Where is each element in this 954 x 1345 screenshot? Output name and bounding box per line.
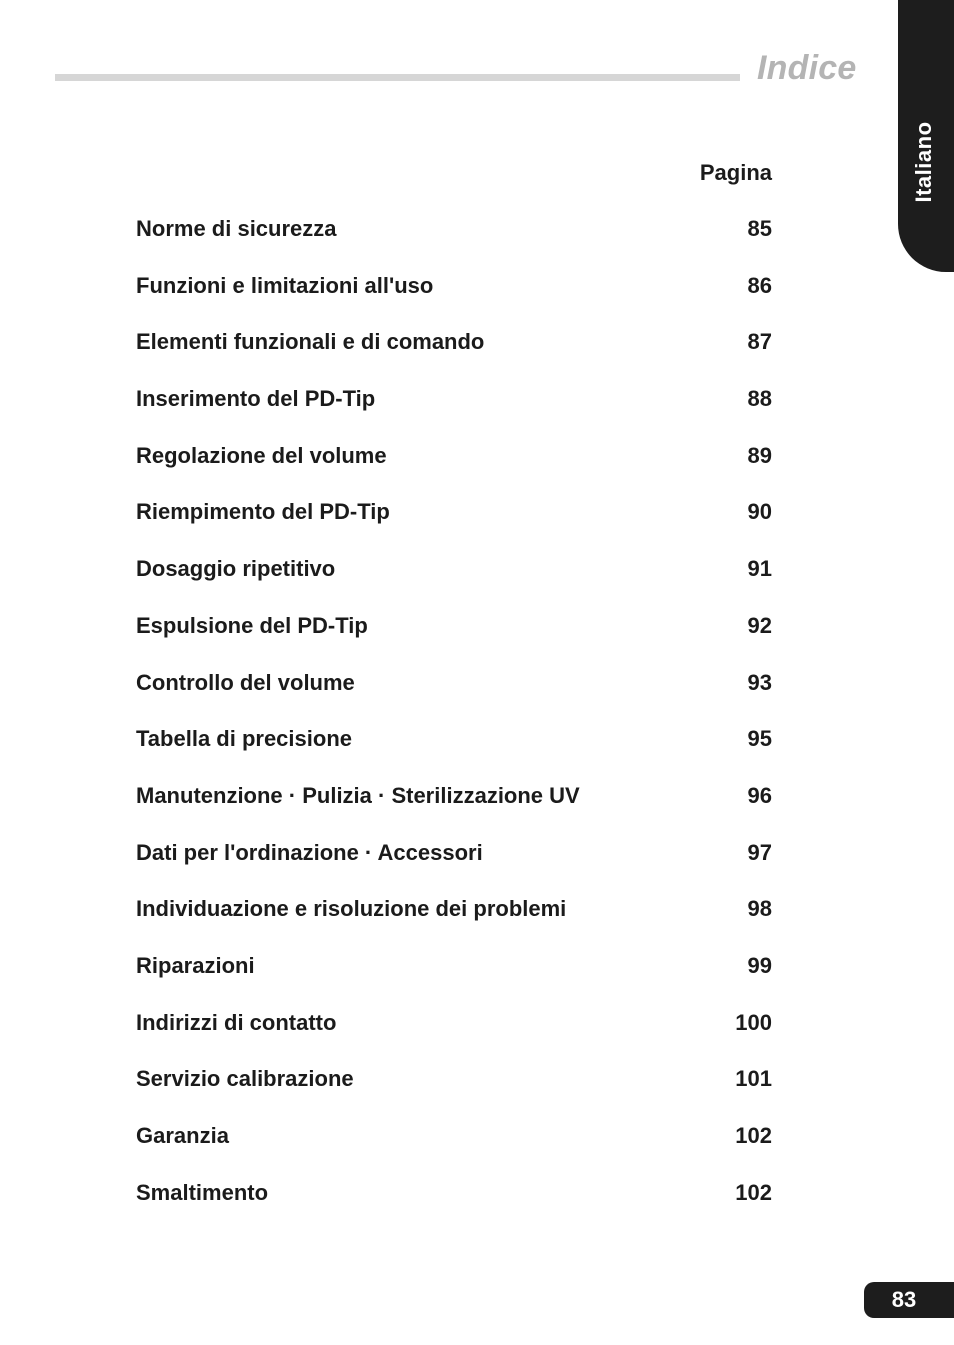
toc-entry-page: 87 <box>747 329 772 355</box>
toc-entry-label: Smaltimento <box>136 1179 269 1205</box>
toc-entry-page: 88 <box>747 386 772 412</box>
toc-entry[interactable] <box>136 724 772 781</box>
toc-entry-label: Indirizzi di contatto <box>136 1009 337 1035</box>
toc-entry-page: 99 <box>747 952 772 978</box>
toc-entry-label: Norme di sicurezza <box>136 216 337 241</box>
page-number: 83 <box>891 1287 917 1312</box>
page-title: Indice <box>757 49 857 87</box>
toc-entry-page: 96 <box>747 782 772 808</box>
toc-entry-label: Manutenzione · Pulizia · Sterilizzazione UV <box>136 782 580 808</box>
toc-entry-label: Riparazioni <box>136 952 255 978</box>
page-column-header: Pagina <box>699 160 772 185</box>
toc-entry[interactable] <box>136 441 772 498</box>
toc-entry[interactable] <box>136 951 772 1008</box>
toc-entry[interactable] <box>136 271 772 328</box>
toc-entry-page: 97 <box>747 839 772 865</box>
toc-entry[interactable] <box>136 214 772 271</box>
toc-entry-label: Individuazione e risoluzione dei problemi <box>136 896 567 922</box>
toc-entry-page: 102 <box>735 1123 772 1148</box>
toc-entry-page: 101 <box>735 1066 772 1092</box>
toc-entry-label: Garanzia <box>136 1123 229 1148</box>
toc-entry-page: 98 <box>747 896 772 922</box>
toc-entry-page: 85 <box>747 216 772 241</box>
table-of-contents <box>136 214 772 1234</box>
toc-entry[interactable] <box>136 1178 772 1235</box>
toc-entry[interactable] <box>136 894 772 951</box>
toc-entry-label: Inserimento del PD-Tip <box>136 386 376 412</box>
toc-entry-page: 92 <box>747 612 772 638</box>
language-tab-label: Italiano <box>911 121 936 203</box>
header-rule <box>55 74 740 81</box>
toc-entry-label: Tabella di precisione <box>136 726 352 752</box>
toc-entry-label: Controllo del volume <box>136 669 355 695</box>
toc-entry-label: Elementi funzionali e di comando <box>136 329 485 355</box>
toc-entry-page: 102 <box>735 1179 772 1205</box>
toc-entry[interactable] <box>136 611 772 668</box>
toc-entry-page: 100 <box>735 1009 772 1035</box>
toc-entry[interactable] <box>136 781 772 838</box>
toc-entry-label: Espulsione del PD-Tip <box>136 612 368 638</box>
toc-entry-label: Dati per l'ordinazione · Accessori <box>136 839 483 865</box>
toc-entry[interactable] <box>136 384 772 441</box>
toc-entry-page: 86 <box>747 272 772 298</box>
toc-entry[interactable] <box>136 1121 772 1178</box>
toc-entry-label: Servizio calibrazione <box>136 1066 354 1092</box>
toc-entry-page: 95 <box>747 726 772 752</box>
toc-entry[interactable] <box>136 554 772 611</box>
toc-entry-label: Funzioni e limitazioni all'uso <box>136 272 434 298</box>
toc-entry-page: 93 <box>747 669 772 695</box>
toc-entry[interactable] <box>136 838 772 895</box>
toc-entry-page: 91 <box>747 556 772 582</box>
toc-entry[interactable] <box>136 1064 772 1121</box>
toc-entry-label: Riempimento del PD-Tip <box>136 499 390 525</box>
toc-entry[interactable] <box>136 327 772 384</box>
toc-entry[interactable] <box>136 1008 772 1065</box>
toc-entry-page: 89 <box>747 442 772 468</box>
toc-entry[interactable] <box>136 497 772 554</box>
toc-entry-page: 90 <box>747 499 772 525</box>
toc-entry-label: Dosaggio ripetitivo <box>136 556 336 582</box>
toc-entry[interactable] <box>136 668 772 725</box>
toc-entry-label: Regolazione del volume <box>136 442 387 468</box>
